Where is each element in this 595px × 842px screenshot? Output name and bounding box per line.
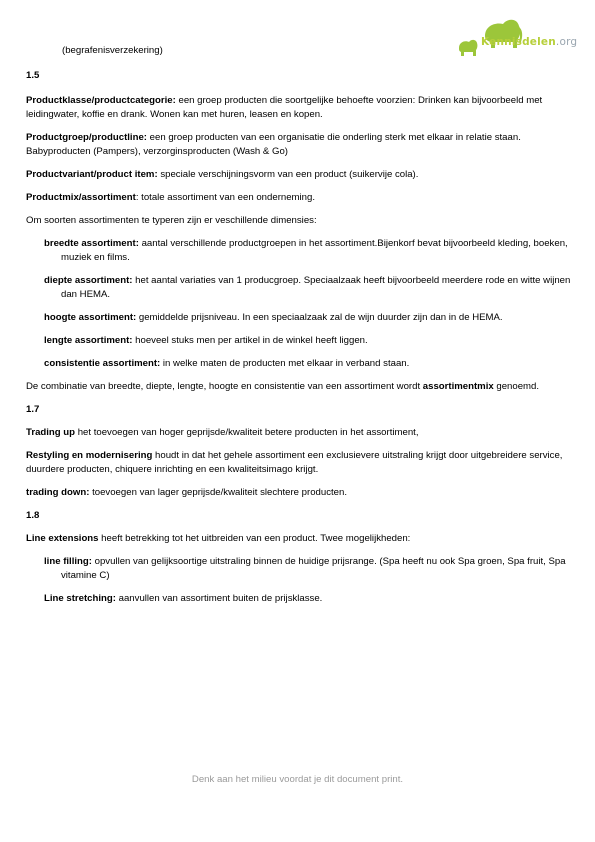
section-heading-1-5: 1.5 [26, 70, 40, 81]
dimension-lengte: lengte assortiment: hoeveel stuks men per artikel in de winkel heeft liggen. [44, 335, 368, 346]
def-trading-up: Trading up het toevoegen van hoger geprijsde/kwaliteit betere producten in het assortiment, [26, 427, 419, 438]
dimension-hoogte: hoogte assortiment: gemiddelde prijsniveau. In een speciaalzaak zal de wijn duurder zijn dan in de HEMA. [44, 312, 503, 323]
def-productmix: Productmix/assortiment: totale assortiment van een onderneming. [26, 192, 316, 203]
dimension-consistentie: consistentie assortiment: in welke maten de producten met elkaar in verband staan. [44, 358, 410, 369]
logo-text: Kennisdelen.org [481, 36, 578, 48]
document-body [26, 44, 571, 606]
dimensions-intro: Om soorten assortimenten te typeren zijn er veschillende dimensies: [26, 215, 317, 226]
dimension-diepte: diepte assortiment: het aantal variaties van 1 producgroep. Speciaalzaak heeft bijvoorbeeld meerdere rode en witte wijnen dan HEMA. [44, 275, 571, 300]
def-trading-down: trading down: toevoegen van lager geprijsde/kwaliteit slechtere producten. [26, 487, 348, 498]
assortimentmix-paragraph: De combinatie van breedte, diepte, lengte, hoogte en consistentie van een assortiment wordt assortimentmix genoemd. [26, 381, 540, 392]
def-restyling: Restyling en modernisering houdt in dat het gehele assortiment een exclusievere uitstraling krijgt door uitgebreidere service, duurdere producten, chiquere inrichting en een kwaliteitsimago krijgt. [26, 450, 563, 475]
continuation-line: (begrafenisverzekering) [62, 45, 163, 56]
def-productgroep: Productgroep/productline: een groep producten van een organisatie die onderling sterk met elkaar in relatie staan. Babyproducten (Pampers), verzorginsproducten (Wash & Go) [26, 132, 521, 157]
section-heading-1-8: 1.8 [26, 510, 40, 521]
def-line-stretching: Line stretching: aanvullen van assortiment buiten de prijsklasse. [44, 593, 323, 604]
section-heading-1-7: 1.7 [26, 404, 40, 415]
def-line-extensions: Line extensions heeft betrekking tot het uitbreiden van een product. Twee mogelijkheden: [26, 533, 411, 544]
def-productklasse: Productklasse/productcategorie: een groep producten die soortgelijke behoefte voorzien: Drinken kan bijvoorbeeld met leidingwater, koffie en drank. Wonen kan met huren, leasen en kopen. [26, 95, 543, 120]
dimension-breedte: breedte assortiment: aantal verschillende productgroepen in het assortiment.Bijenkorf bevat bijvoorbeeld kleding, boeken, muziek en films. [44, 238, 568, 263]
def-line-filling: line filling: opvullen van gelijksoortige uitstraling binnen de huidige prijsrange. (Spa heeft nu ook Spa groen, Spa fruit, Spa vitamine C) [44, 556, 566, 581]
footer-note: Denk aan het milieu voordat je dit document print. [191, 774, 404, 785]
def-productvariant: Productvariant/product item: speciale verschijningsvorm van een product (suikervije cola). [26, 169, 419, 180]
